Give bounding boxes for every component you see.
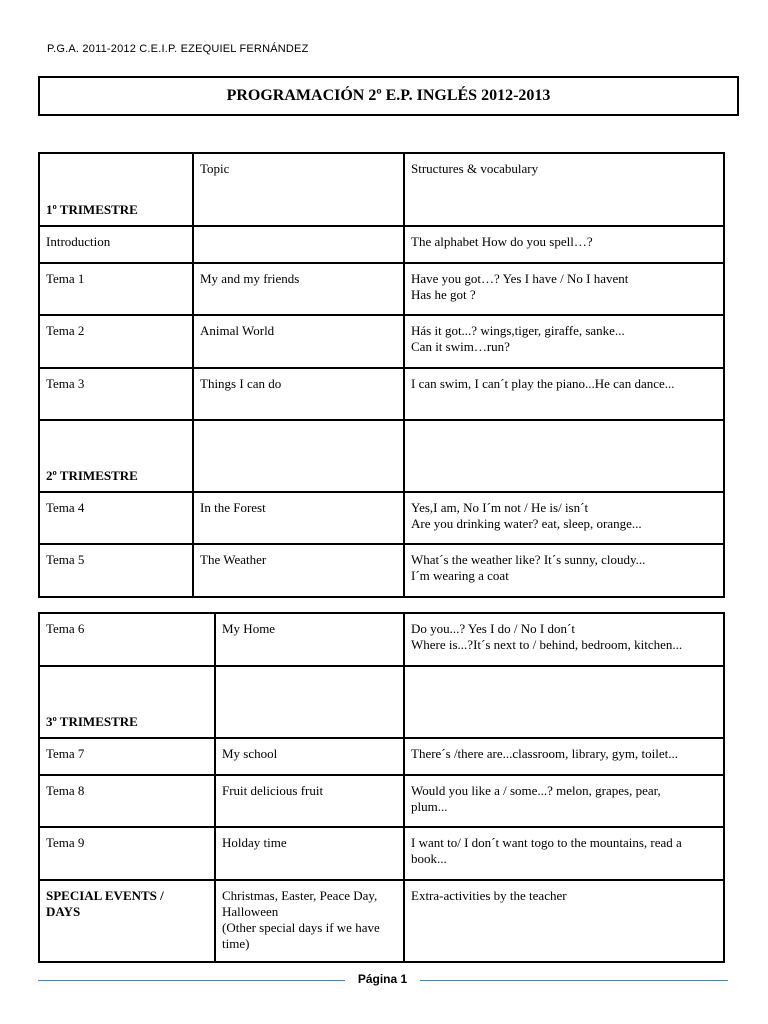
trimester-row: [39, 666, 724, 738]
structures-line: The alphabet How do you spell…?: [411, 234, 593, 249]
structures-line: Where is...?It´s next to / behind, bedroom, kitchen...: [411, 637, 683, 652]
special-events-line: SPECIAL EVENTS /: [46, 888, 164, 903]
row-structures: [404, 613, 724, 666]
table-row: [39, 738, 724, 775]
row-structures: [404, 738, 724, 775]
row-unit: Tema 3: [39, 368, 193, 420]
special-topic-line: time): [222, 936, 250, 951]
structures-line: book...: [411, 851, 447, 866]
table-header-row: [39, 153, 724, 226]
special-events-line: DAYS: [46, 904, 81, 919]
row-unit: Tema 5: [39, 544, 193, 597]
structures-line: Are you drinking water? eat, sleep, orange...: [411, 516, 642, 531]
document-header: P.G.A. 2011-2012 C.E.I.P. EZEQUIEL FERNÁNDEZ: [47, 43, 309, 55]
special-topic-line: (Other special days if we have: [222, 920, 380, 935]
structures-header: Structures & vocabulary: [404, 153, 724, 226]
row-topic: [193, 226, 404, 263]
table-row: [39, 226, 724, 263]
row-unit: Tema 9: [39, 827, 215, 880]
special-events-label: [39, 880, 215, 962]
trimester-3-label: 3º TRIMESTRE: [39, 666, 215, 738]
table-row: [39, 827, 724, 880]
structures-line: There´s /there are...classroom, library, gym, toilet...: [411, 746, 679, 761]
special-events-row: [39, 880, 724, 962]
special-events-topics: [215, 880, 404, 962]
row-structures: [404, 368, 724, 420]
row-structures: [404, 263, 724, 315]
row-unit: Tema 6: [39, 613, 215, 666]
row-unit: Introduction: [39, 226, 193, 263]
row-unit: Tema 4: [39, 492, 193, 544]
table-row: [39, 544, 724, 597]
row-structures: [404, 775, 724, 827]
table-row: [39, 613, 724, 666]
programming-table-2: [38, 612, 725, 963]
row-structures: [404, 544, 724, 597]
page-number: Página 1: [357, 972, 408, 986]
trimester-1-label: 1º TRIMESTRE: [39, 153, 193, 226]
table-row: [39, 492, 724, 544]
row-structures: [404, 492, 724, 544]
structures-line: I´m wearing a coat: [411, 568, 509, 583]
structures-line: Can it swim…run?: [411, 339, 510, 354]
structures-line: I want to/ I don´t want togo to the mountains, read a: [411, 835, 682, 850]
footer-rule-right: [420, 980, 728, 981]
row-unit: Tema 2: [39, 315, 193, 368]
structures-line: What´s the weather like? It´s sunny, cloudy...: [411, 552, 646, 567]
structures-line: Do you...? Yes I do / No I don´t: [411, 621, 575, 636]
row-structures: [404, 827, 724, 880]
topic-header: Topic: [193, 153, 404, 226]
row-topic: Animal World: [193, 315, 404, 368]
row-topic: Things I can do: [193, 368, 404, 420]
row-topic: Fruit delicious fruit: [215, 775, 404, 827]
special-topic-line: Halloween: [222, 904, 279, 919]
row-topic: The Weather: [193, 544, 404, 597]
empty-cell: [193, 420, 404, 492]
structures-line: plum...: [411, 799, 448, 814]
table-row: [39, 368, 724, 420]
document-title: PROGRAMACIÓN 2º E.P. INGLÉS 2012-2013: [226, 87, 551, 104]
row-structures: [404, 226, 724, 263]
footer-rule-left: [38, 980, 345, 981]
row-topic: Holday time: [215, 827, 404, 880]
row-unit: Tema 1: [39, 263, 193, 315]
row-structures: [404, 315, 724, 368]
trimester-row: [39, 420, 724, 492]
title-box: [38, 76, 739, 116]
row-topic: In the Forest: [193, 492, 404, 544]
row-unit: Tema 7: [39, 738, 215, 775]
empty-cell: [404, 420, 724, 492]
programming-table-1: [38, 152, 725, 598]
row-topic: My school: [215, 738, 404, 775]
row-unit: Tema 8: [39, 775, 215, 827]
structures-line: Yes,I am, No I´m not / He is/ isn´t: [411, 500, 589, 515]
structures-line: Would you like a / some...? melon, grapes, pear,: [411, 783, 661, 798]
table-row: [39, 315, 724, 368]
empty-cell: [404, 666, 724, 738]
structures-line: Extra-activities by the teacher: [411, 888, 567, 903]
special-events-structures: [404, 880, 724, 962]
structures-line: Hás it got...? wings,tiger, giraffe, sanke...: [411, 323, 625, 338]
table-row: [39, 775, 724, 827]
table-row: [39, 263, 724, 315]
structures-line: Have you got…? Yes I have / No I havent: [411, 271, 629, 286]
row-topic: My Home: [215, 613, 404, 666]
structures-line: Has he got ?: [411, 287, 476, 302]
trimester-2-label: 2º TRIMESTRE: [39, 420, 193, 492]
special-topic-line: Christmas, Easter, Peace Day,: [222, 888, 378, 903]
structures-line: I can swim, I can´t play the piano...He can dance...: [411, 376, 675, 391]
row-topic: My and my friends: [193, 263, 404, 315]
empty-cell: [215, 666, 404, 738]
